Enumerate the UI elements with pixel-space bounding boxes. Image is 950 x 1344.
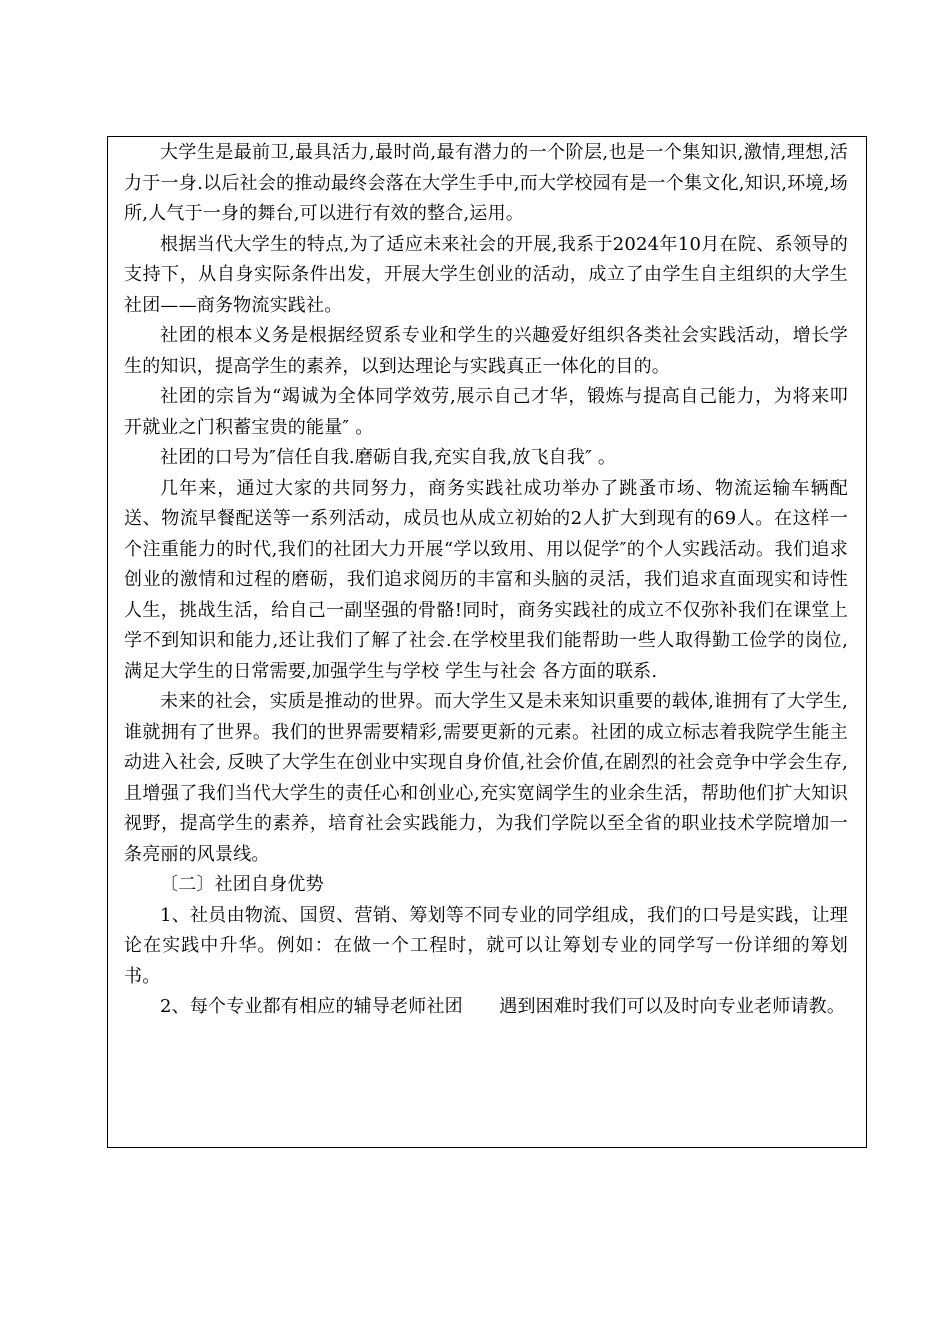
paragraph-advantage-1: 1、社员由物流、国贸、营销、筹划等不同专业的同学组成，我们的口号是实践，让理论在实践中升华。例如：在做一个工程时，就可以让筹划专业的同学写一份详细的筹划书。 xyxy=(124,904,848,987)
paragraph-advantage-2: 2、每个专业都有相应的辅导老师社团 遇到困难时我们可以及时向专业老师请教。 xyxy=(160,996,846,1017)
paragraph-purpose: 社团的宗旨为“竭诚为全体同学效劳,展示自己才华，锻炼与提高自己能力，为将来叩开就业之门积蓄宝贵的能量″ 。 xyxy=(124,386,848,438)
content-frame xyxy=(107,136,867,1148)
section-heading-advantages: 〔二〕社团自身优势 xyxy=(160,874,324,895)
document-body xyxy=(124,137,848,1149)
paragraph-mission: 社团的根本义务是根据经贸系专业和学生的兴趣爱好组织各类社会实践活动，增长学生的知识，提高学生的素养，以到达理论与实践真正一体化的目的。 xyxy=(124,325,848,377)
paragraph-history: 几年来，通过大家的共同努力，商务实践社成功举办了跳蚤市场、物流运输车辆配送、物流早餐配送等一系列活动，成员也从成立初始的2人扩大到现有的69人。在这样一个注重能力的时代,我们的社团大力开展“学以致用、用以促学″的个人实践活动。我们追求创业的激情和过程的磨砺，我们追求阅历的丰富和头脑的灵活，我们追求直面现实和诗性人生，挑战生活，给自己一副坚强的骨骼!同时，商务实践社的成立不仅弥补我们在课堂上学不到知识和能力,还让我们了解了社会.在学校里我们能帮助一些人取得勤工俭学的岗位,满足大学生的日常需要,加强学生与学校 学生与社会 各方面的联系. xyxy=(124,477,848,682)
paragraph-founding: 根据当代大学生的特点,为了适应未来社会的开展,我系于2024年10月在院、系领导的支持下，从自身实际条件出发，开展大学生创业的活动，成立了由学生自主组织的大学生社团——商务物流实践社。 xyxy=(124,233,848,316)
paragraph-slogan: 社团的口号为″信任自我.磨砺自我,充实自我,放飞自我″ 。 xyxy=(160,447,617,468)
paragraph-intro: 大学生是最前卫,最具活力,最时尚,最有潜力的一个阶层,也是一个集知识,激情,理想,活力于一身.以后社会的推动最终会落在大学生手中,而大学校园有是一个集文化,知识,环境,场所,人气于一身的舞台,可以进行有效的整合,运用。 xyxy=(124,142,848,224)
paragraph-future: 未来的社会，实质是推动的世界。而大学生又是未来知识重要的载体,谁拥有了大学生,谁就拥有了世界。我们的世界需要精彩,需要更新的元素。社团的成立标志着我院学生能主动进入社会, 反映了大学生在创业中实现自身价值,社会价值,在剧烈的社会竞争中学会生存,且增强了我们当代大学生的责任心和创业心,充实宽阔学生的业余生活，帮助他们扩大知识视野，提高学生的素养，培育社会实践能力，为我们学院以至全省的职业技术学院增加一条亮丽的风景线。 xyxy=(124,691,848,865)
